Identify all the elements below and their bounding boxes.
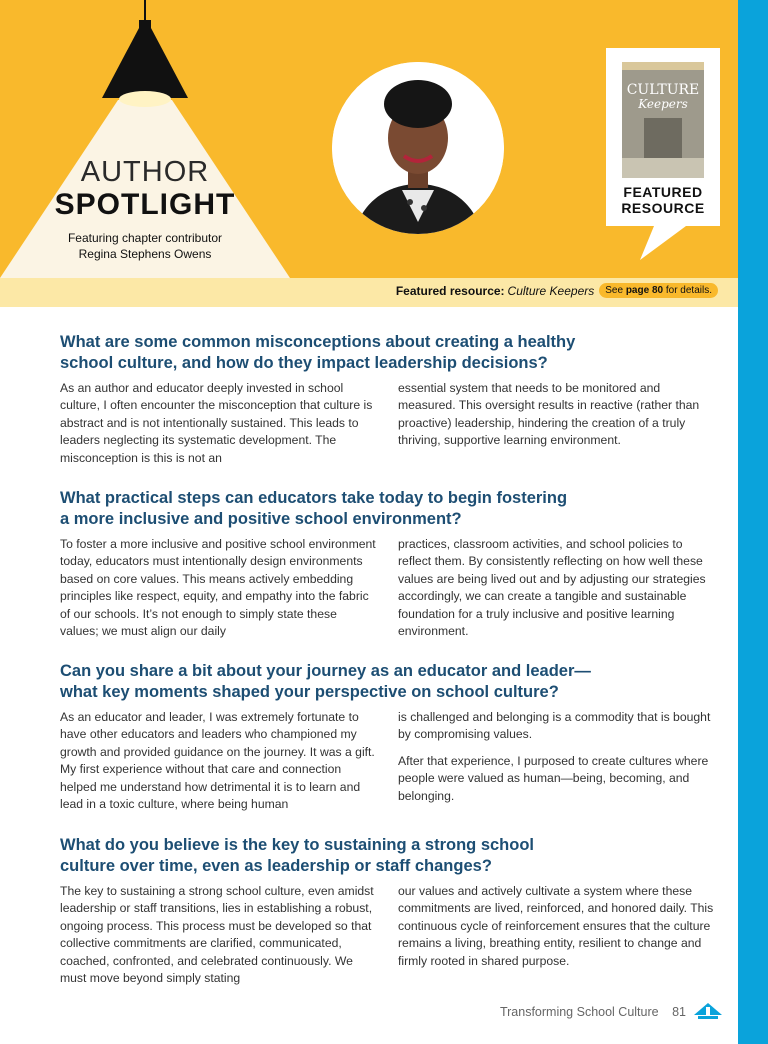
page-footer	[500, 1005, 686, 1019]
question-line: school culture, and how do they impact leadership decisions?	[60, 354, 548, 372]
question-line: a more inclusive and positive school environment?	[60, 510, 462, 528]
page-ref-see: See	[605, 285, 624, 296]
answer-left	[60, 883, 378, 996]
side-accent-bar	[738, 0, 768, 1044]
answer-right	[398, 536, 716, 649]
featured-resource-title: Culture Keepers	[507, 283, 595, 298]
answer-paragraph: As an author and educator deeply invested in school culture, I often encounter the misconception that culture is abstract and is not intentionally sustained. This leads to leaders neglecting its systematic development. The misconception is this is not an	[60, 381, 373, 465]
question-heading	[60, 488, 716, 530]
author-portrait	[332, 62, 504, 234]
answer-columns	[60, 380, 716, 476]
question-line: What are some common misconceptions about creating a healthy	[60, 333, 576, 351]
question-heading	[60, 661, 716, 703]
book-title-line2: Keepers	[638, 97, 688, 111]
page-ref-page: page 80	[625, 285, 664, 296]
qa-section-4	[60, 835, 716, 996]
page-number: 81	[672, 1005, 686, 1019]
qa-section-1	[60, 332, 716, 476]
answer-paragraph: After that experience, I purposed to create cultures where people were valued as human—being, becoming, and belonging.	[398, 753, 709, 803]
featured-resource-strip	[0, 278, 738, 307]
page-ref-tail: for details.	[665, 285, 712, 296]
footer-title: Transforming School Culture	[499, 1005, 659, 1019]
contributor-name: Regina Stephens Owens	[78, 247, 212, 261]
answer-paragraph: As an educator and leader, I was extremely fortunate to have other educators and leaders who championed my growth and provided guidance on the journey. It was a gift. My first experience without that care and connection helped me understand how detrimental it is to learn and lead in a toxic culture, where being human	[60, 710, 375, 812]
featured-resource-lead: Featured resource:	[395, 283, 505, 298]
question-line: what key moments shaped your perspective on school culture?	[60, 683, 559, 701]
publisher-logo-icon	[694, 1003, 722, 1021]
pendant-lamp-icon	[0, 0, 300, 120]
answer-left	[60, 380, 378, 476]
question-heading	[60, 332, 716, 374]
question-line: culture over time, even as leadership or staff changes?	[60, 857, 492, 875]
qa-section-2	[60, 488, 716, 649]
page-reference-pill	[599, 283, 718, 298]
spotlight-title: SPOTLIGHT	[54, 188, 236, 221]
answer-paragraph: practices, classroom activities, and school policies to reflect them. By consistently reflecting on how well these values are being lived out and by adjusting our strategies accordingly, we can create a tangible and sustainable foundation for a truly inclusive and positive learning environment.	[398, 537, 706, 639]
question-line: What practical steps can educators take today to begin fostering	[60, 489, 568, 507]
answer-paragraph: essential system that needs to be monitored and measured. This oversight results in reactive (rather than proactive) leadership, hindering the creation of a truly thriving, supportive learning environment.	[398, 381, 700, 448]
spotlight-subtitle-line1: Featuring chapter contributor	[67, 231, 223, 245]
featured-resource-label	[606, 184, 720, 216]
featured-resource-note	[396, 283, 718, 298]
spotlight-subtitle	[0, 230, 290, 262]
answer-right	[398, 380, 716, 476]
answer-columns	[60, 536, 716, 649]
answer-paragraph: The key to sustaining a strong school culture, even amidst leadership or staff transitions, lies in establishing a robust, ongoing process. This process must be developed so that collective commitments are clarified, communicated, coached, confronted, and celebrated continuously. We must move beyond simply stating	[60, 884, 374, 986]
question-heading	[60, 835, 716, 877]
question-line: What do you believe is the key to sustaining a strong school	[60, 836, 534, 854]
answer-right	[398, 883, 716, 996]
featured-resource-label-line2: RESOURCE	[621, 200, 705, 216]
featured-resource-card	[606, 48, 722, 278]
answer-right	[398, 709, 716, 822]
answer-paragraph: To foster a more inclusive and positive school environment today, educators must intentionally design environments based on core values. This means actively embedding principles like respect, equity, and empathy into the fabric of our schools. It’s not enough to simply state these values; we must align our daily	[60, 537, 376, 639]
spotlight-author-word: AUTHOR	[80, 156, 210, 188]
answer-paragraph: is challenged and belonging is a commodity that is bought by compromising values.	[398, 710, 711, 742]
book-title-line1: CULTURE	[626, 82, 700, 98]
featured-resource-label-line1: FEATURED	[623, 184, 703, 200]
qa-section-3	[60, 661, 716, 822]
answer-columns	[60, 883, 716, 996]
answer-paragraph: our values and actively cultivate a system where these commitments are lived, reinforced, and honored daily. This continuous cycle of reinforcement ensures that the culture remains a living, breathing entity, resilient to change and firmly rooted in shared purpose.	[398, 884, 714, 968]
header-banner	[0, 0, 738, 278]
question-line: Can you share a bit about your journey as an educator and leader—	[60, 662, 591, 680]
answer-left	[60, 709, 378, 822]
answer-left	[60, 536, 378, 649]
answer-columns	[60, 709, 716, 822]
